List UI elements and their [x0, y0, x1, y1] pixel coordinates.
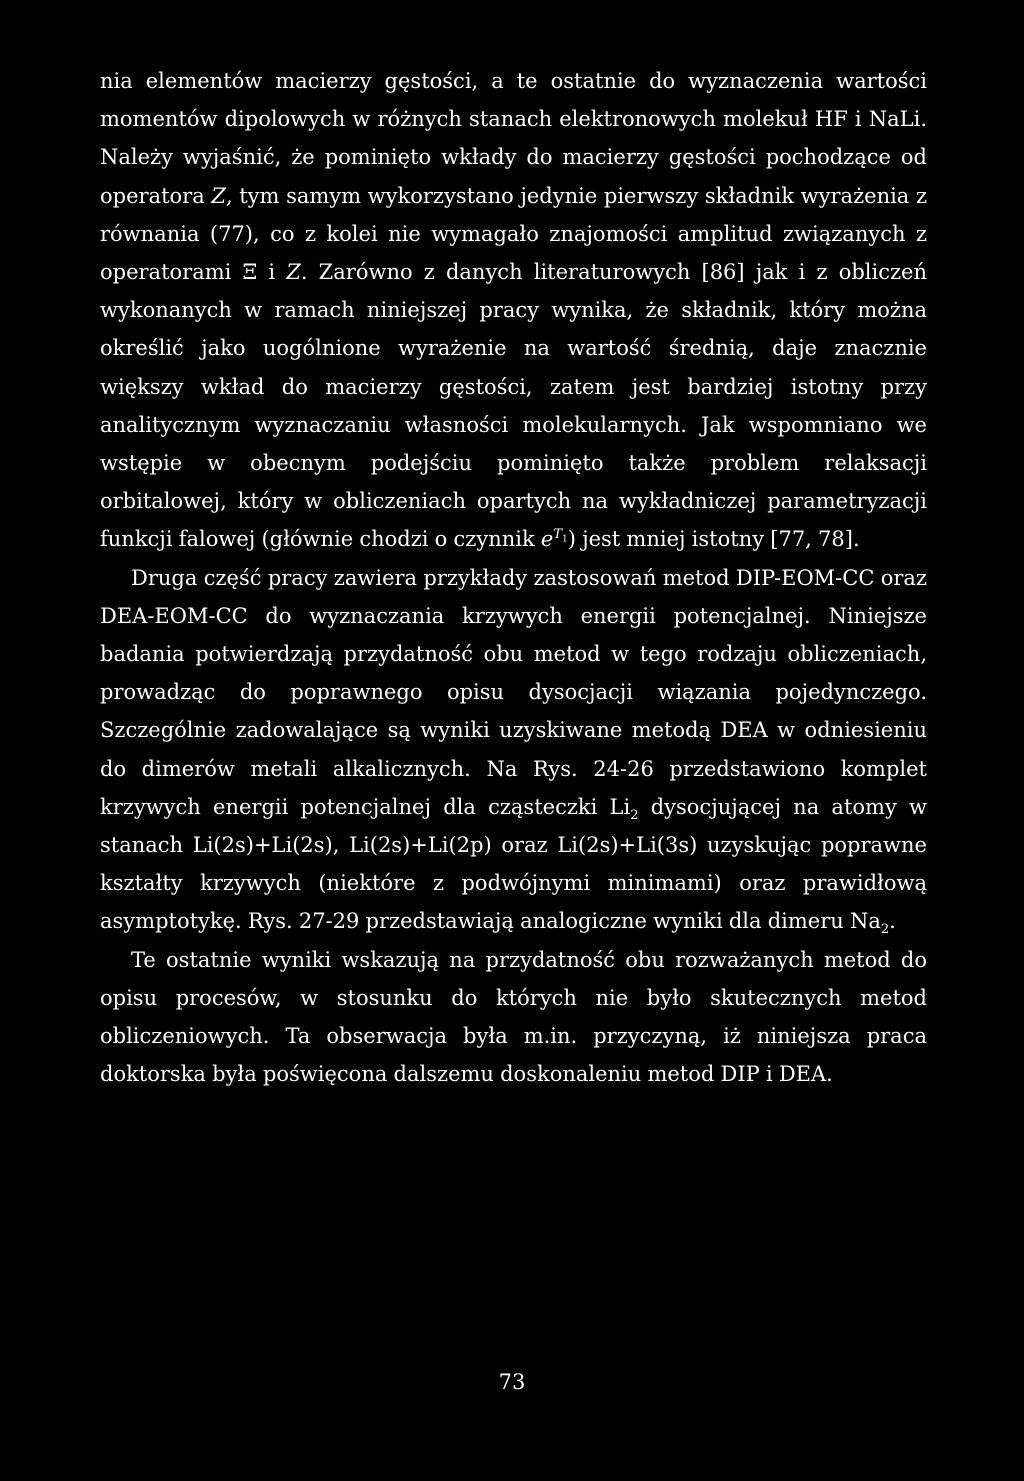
subscript: 1	[561, 535, 568, 546]
paragraph-2	[100, 559, 927, 941]
text-run: . Zarówno z danych literaturowych [86] jak i z obliczeń wykonanych w ramach niniejszej pracy wynika, że składnik, który można określić jako uogólnione wyrażenie na wartość średnią, daje znacznie większy wkład do macierzy gęstości, zatem jest bardziej istotny przy analitycznym wyznaczaniu własności molekularnych. Jak wspomniano we wstępie w obecnym podejściu pominięto także problem relaksacji orbitalowej, który w obliczeniach opartych na wykładniczej parametryzacji funkcji falowej (głównie chodzi o czynnik	[100, 260, 927, 552]
paragraph-1	[100, 62, 927, 559]
math-symbol: Z	[211, 183, 226, 208]
text-run: .	[889, 909, 896, 934]
math-symbol: e	[540, 527, 554, 552]
math-symbol: Z	[286, 260, 301, 285]
paragraph-3	[100, 941, 927, 1094]
document-body	[100, 62, 927, 1093]
page-number: 73	[498, 1370, 526, 1394]
superscript	[553, 527, 568, 546]
text-run: Druga część pracy zawiera przykłady zastosowań metod DIP-EOM-CC oraz DEA-EOM-CC do wyznaczania krzywych energii potencjalnej. Niniejsze badania potwierdzają przydatność obu metod w tego rodzaju obliczeniach, prowadząc do poprawnego opisu dysocjacji wiązania pojedynczego. Szczególnie zadowalające są wyniki uzyskiwane metodą DEA w odniesieniu do dimerów metali alkalicznych. Na Rys. 24-26 przedstawiono komplet krzywych energii potencjalnej dla cząsteczki Li	[100, 565, 927, 819]
text-run: nia elementów macierzy gęstości, a te ostatnie do wyznaczenia wartości momentów dipolowych w różnych stanach elektronowych molekuł HF i NaLi. Należy wyjaśnić, że pominięto wkłady do macierzy gęstości pochodzące od operatora	[100, 69, 927, 208]
text-run: , tym samym wykorzystano jedynie pierwszy składnik wyrażenia z równania (77), co z kolei nie wymagało znajomości amplitud związanych z operatorami Ξ i	[100, 183, 928, 285]
text-run: ) jest mniej istotny [77, 78].	[567, 527, 860, 552]
math-symbol: T	[553, 527, 562, 543]
text-run: dysocjującej na atomy w stanach Li(2s)+Li(2s), Li(2s)+Li(2p) oraz Li(2s)+Li(3s) uzyskując poprawne kształty krzywych (niektóre z podwójnymi minimami) oraz prawidłową asymptotykę. Rys. 27-29 przedstawiają analogiczne wyniki dla dimeru Na	[100, 794, 927, 934]
subscript: 2	[630, 808, 639, 824]
subscript: 2	[880, 922, 890, 938]
text-run: Te ostatnie wyniki wskazują na przydatność obu rozważanych metod do opisu procesów, w stosunku do których nie było skutecznych metod obliczeniowych. Ta obserwacja była m.in. przyczyną, iż niniejsza praca doktorska była poświęcona dalszemu doskonaleniu metod DIP i DEA.	[100, 947, 927, 1087]
